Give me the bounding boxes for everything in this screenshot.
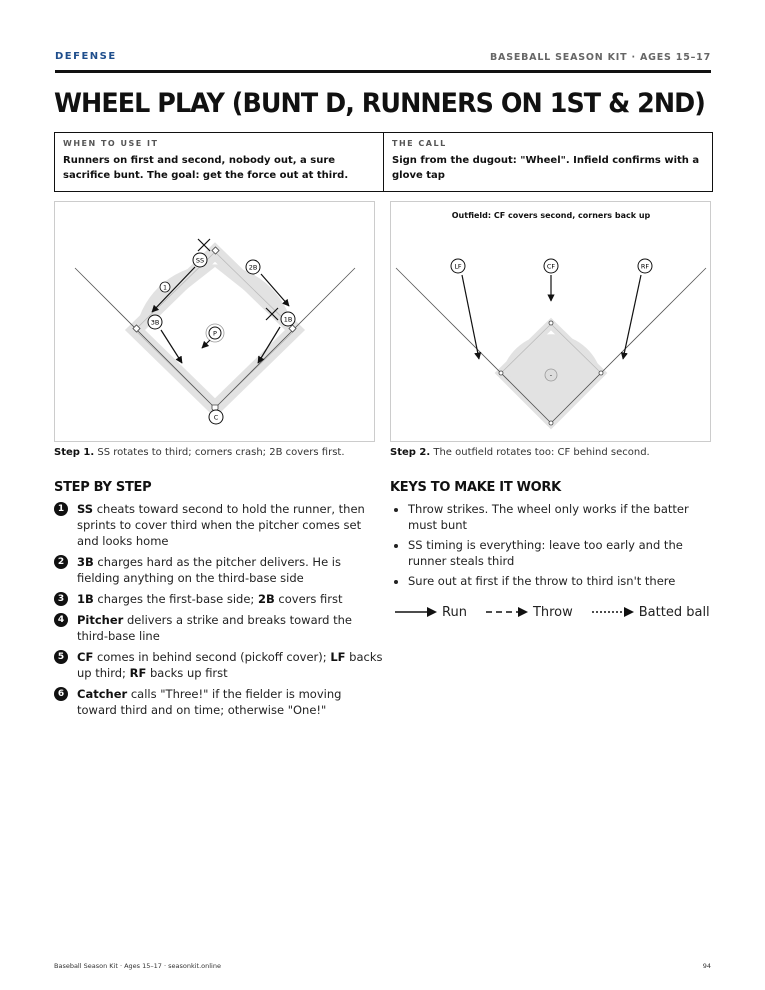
step-body-3: backs up first [146, 666, 228, 680]
legend-run [394, 605, 467, 620]
step-item [54, 612, 384, 644]
player-3b-label: 3B [150, 318, 160, 327]
step-lead: Pitcher [77, 613, 124, 627]
player-ss [193, 253, 207, 267]
player-cf [544, 259, 558, 273]
mound-label: - [549, 372, 553, 380]
player-lf [451, 259, 465, 273]
callout-when [55, 133, 383, 191]
step-number: 3 [54, 592, 68, 606]
step-item [54, 649, 384, 681]
step-item [54, 501, 384, 549]
legend-batted [591, 605, 710, 620]
player-rf-label: RF [640, 262, 650, 271]
player-rf [638, 259, 652, 273]
diagram1-caption [54, 447, 345, 458]
keys-list [390, 501, 715, 593]
step-lead: SS [77, 502, 94, 516]
player-1b [281, 312, 295, 326]
player-1b-label: 1B [283, 315, 293, 324]
player-c-label: C [213, 413, 219, 422]
step-body-2: backs up third; [77, 650, 383, 680]
step-number: 1 [54, 502, 68, 516]
step-marker [160, 282, 170, 292]
section-label: DEFENSE [55, 51, 117, 62]
step-number: 2 [54, 555, 68, 569]
page-number: 94 [702, 962, 711, 970]
player-3b [148, 315, 162, 329]
step-text [77, 501, 384, 549]
kit-label: BASEBALL SEASON KIT · AGES 15–17 [490, 52, 711, 63]
step-text [77, 686, 384, 718]
throw-arrow-icon [485, 606, 529, 618]
keys-heading: KEYS TO MAKE IT WORK [390, 480, 561, 495]
step-marker-label: 1 [163, 284, 167, 292]
key-item: • SS timing is everything: leave too early and the runner steals third [408, 537, 715, 569]
callout-call-label: THE CALL [392, 139, 447, 148]
step-lead: 1B [77, 592, 94, 606]
step-body: delivers a strike and breaks toward the third-base line [77, 613, 352, 643]
callout-call-text: Sign from the dugout: "Wheel". Infield confirms with a glove tap [392, 155, 700, 181]
arrow-legend [394, 601, 711, 623]
diagram1-caption-step: Step 1. [54, 447, 95, 458]
legend-batted-label: Batted ball [638, 604, 710, 620]
player-c [209, 410, 223, 424]
page-title: WHEEL PLAY (BUNT D, RUNNERS ON 1ST & 2ND) [54, 88, 705, 119]
legend-run-label: Run [442, 604, 467, 620]
legend-throw [485, 605, 573, 620]
step-body: comes in behind second (pickoff cover); [93, 650, 331, 664]
diagram2-caption [390, 447, 650, 458]
run-arrow-icon [394, 606, 438, 618]
diagram2-caption-step: Step 2. [390, 447, 431, 458]
step-body-2: covers first [274, 592, 343, 606]
steps-list [54, 501, 384, 723]
step-lead-2: LF [330, 650, 346, 664]
step-text [77, 554, 384, 586]
player-p [209, 327, 221, 339]
batted-arrow-icon [591, 606, 635, 618]
step-lead: 3B [77, 555, 94, 569]
key-item: • Throw strikes. The wheel only works if the batter must bunt [408, 501, 715, 533]
step-text [77, 649, 384, 681]
infield-diagram [54, 201, 375, 442]
step-item [54, 554, 384, 586]
player-cf-label: CF [546, 262, 556, 271]
step-body: charges hard as the pitcher delivers. He is fielding anything on the third-base side [77, 555, 341, 585]
step-text [77, 612, 384, 644]
diagram2-caption-text: The outfield rotates too: CF behind second. [430, 447, 650, 458]
player-p-label: P [213, 329, 217, 338]
legend-throw-label: Throw [532, 604, 573, 620]
step-lead-3: RF [129, 666, 147, 680]
player-2b-label: 2B [248, 263, 258, 272]
step-number: 4 [54, 613, 68, 627]
step-number: 6 [54, 687, 68, 701]
callout-call [383, 133, 712, 191]
callout-when-label: WHEN TO USE IT [63, 139, 159, 148]
outfield-diagram [390, 201, 711, 442]
step-lead: Catcher [77, 687, 128, 701]
callout-box [54, 132, 713, 192]
step-item [54, 686, 384, 718]
step-text [77, 591, 343, 607]
diagram1-caption-text: SS rotates to third; corners crash; 2B covers first. [94, 447, 345, 458]
steps-heading: STEP BY STEP [54, 480, 152, 495]
key-item: • Sure out at first if the throw to third isn't there [408, 573, 715, 589]
footer-left: Baseball Season Kit · Ages 15–17 · seasonkit.online [54, 962, 221, 970]
callout-when-text: Runners on first and second, nobody out, a sure sacrifice bunt. The goal: get the force out at third. [63, 155, 349, 181]
step-body: calls "Three!" if the fielder is moving toward third and on time; otherwise "One!" [77, 687, 342, 717]
step-lead: CF [77, 650, 94, 664]
player-lf-label: LF [454, 262, 462, 271]
step-item [54, 591, 384, 607]
step-lead-2: 2B [257, 592, 275, 606]
step-number: 5 [54, 650, 68, 664]
step-body: cheats toward second to hold the runner, then sprints to cover third when the pitcher comes set and looks home [77, 502, 365, 548]
header-rule [55, 70, 711, 73]
player-2b [246, 260, 260, 274]
player-ss-label: SS [195, 256, 205, 265]
outfield-title: Outfield: CF covers second, corners back up [451, 211, 651, 220]
step-body: charges the first-base side; [93, 592, 258, 606]
